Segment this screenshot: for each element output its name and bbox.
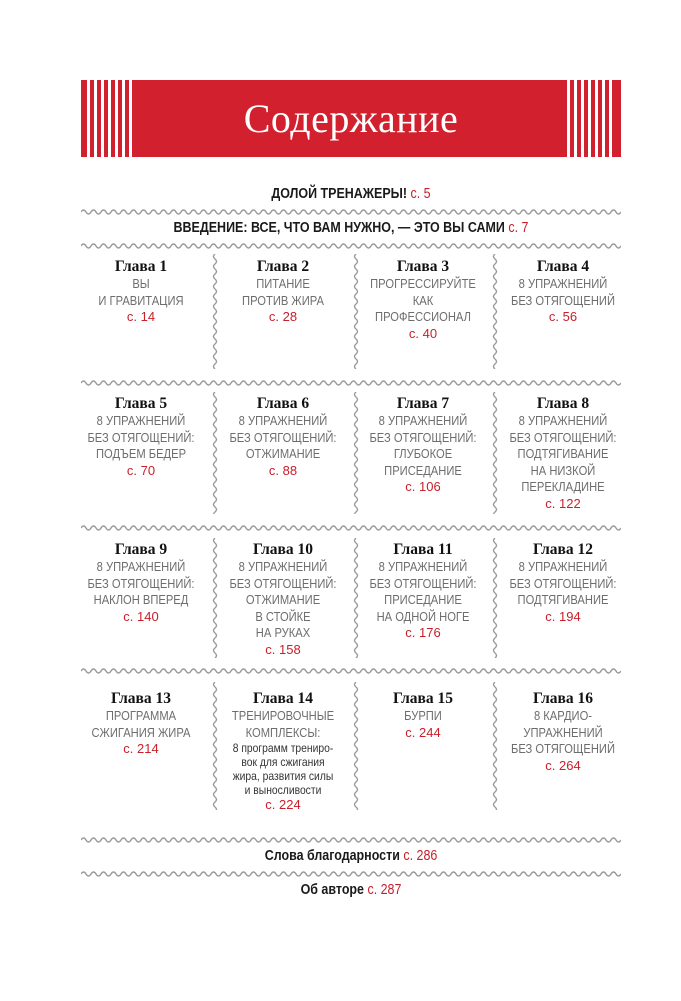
page-number: с. 14 (126, 309, 156, 324)
page-number: с. 214 (123, 741, 159, 756)
chapter-heading: Глава 7 (396, 395, 450, 412)
chapter-heading: Глава 15 (392, 690, 454, 707)
chapter-title: ВЫ И ГРАВИТАЦИЯ (98, 276, 184, 308)
chapter-14[interactable] (214, 690, 352, 814)
page-number: с. 176 (405, 625, 441, 640)
chapter-heading: Глава 12 (532, 541, 594, 558)
wavy-divider (81, 241, 621, 251)
chapter-title: 8 КАРДИО- УПРАЖНЕНИЙ БЕЗ ОТЯГОЩЕНИЙ (511, 708, 615, 756)
chapter-title: 8 УПРАЖНЕНИЙ БЕЗ ОТЯГОЩЕНИЙ: НАКЛОН ВПЕРЕД (87, 559, 195, 607)
about-author-entry[interactable] (119, 882, 583, 898)
title-banner (81, 80, 621, 157)
chapter-heading: Глава 1 (114, 258, 168, 275)
chapter-title: 8 УПРАЖНЕНИЙ БЕЗ ОТЯГОЩЕНИЙ: ПОДТЯГИВАНИЕ (509, 559, 617, 607)
chapter-title: ТРЕНИРОВОЧНЫЕ КОМПЛЕКСЫ: (231, 708, 335, 740)
wavy-divider (81, 666, 621, 676)
chapter-1[interactable] (72, 258, 210, 326)
chapter-10[interactable] (214, 541, 352, 658)
chapter-title: 8 УПРАЖНЕНИЙ БЕЗ ОТЯГОЩЕНИЙ: ОТЖИМАНИЕ (229, 413, 337, 461)
chapter-title: 8 УПРАЖНЕНИЙ БЕЗ ОТЯГОЩЕНИЙ: ПОДТЯГИВАНИЕ НА НИЗКОЙ ПЕРЕКЛАДИНЕ (509, 413, 617, 494)
intro-entry-1[interactable] (119, 186, 583, 202)
chapter-heading: Глава 4 (536, 258, 590, 275)
chapter-heading: Глава 14 (252, 690, 314, 707)
chapter-title: ПРОГРЕССИРУЙТЕ КАК ПРОФЕССИОНАЛ (370, 276, 476, 324)
page-number: с. 106 (405, 479, 441, 494)
page-number: с. 286 (403, 848, 438, 864)
chapter-title: 8 УПРАЖНЕНИЙ БЕЗ ОТЯГОЩЕНИЙ (511, 276, 615, 308)
acknowledgements-entry[interactable] (119, 848, 583, 864)
page-number: с. 244 (405, 724, 441, 740)
chapter-9[interactable] (72, 541, 210, 625)
page-number: с. 5 (410, 186, 431, 202)
chapter-heading: Глава 13 (110, 690, 172, 707)
page-number: с. 122 (545, 495, 581, 511)
entry-label: ДОЛОЙ ТРЕНАЖЕРЫ! (271, 186, 408, 202)
entry-label: Об авторе (300, 882, 364, 898)
page-number: с. 56 (548, 309, 578, 324)
chapter-16[interactable] (494, 690, 632, 774)
chapter-title: ПРОГРАММА СЖИГАНИЯ ЖИРА (91, 708, 191, 740)
chapter-12[interactable] (494, 541, 632, 625)
chapter-5[interactable] (72, 395, 210, 479)
chapter-heading: Глава 3 (396, 258, 450, 275)
entry-label: ВВЕДЕНИЕ: ВСЕ, ЧТО ВАМ НУЖНО, — ЭТО ВЫ САМИ (173, 220, 505, 236)
chapter-13[interactable] (72, 690, 210, 758)
chapter-heading: Глава 5 (114, 395, 168, 412)
chapter-15[interactable] (354, 690, 492, 741)
wavy-divider (81, 835, 621, 845)
chapter-heading: Глава 6 (256, 395, 310, 412)
page-number: с. 158 (265, 641, 301, 657)
chapter-subtitle: 8 программ трениро- вок для сжигания жира, развития силы и выносливости (232, 741, 334, 797)
chapter-4[interactable] (494, 258, 632, 326)
chapter-3[interactable] (354, 258, 492, 342)
page-number: с. 194 (545, 608, 581, 624)
chapter-title: 8 УПРАЖНЕНИЙ БЕЗ ОТЯГОЩЕНИЙ: ПРИСЕДАНИЕ НА ОДНОЙ НОГЕ (369, 559, 477, 624)
chapter-heading: Глава 2 (256, 258, 310, 275)
chapter-title: БУРПИ (404, 708, 442, 723)
chapter-heading: Глава 16 (532, 690, 594, 707)
intro-entry-2[interactable] (119, 220, 583, 236)
page-number: с. 224 (265, 797, 301, 812)
entry-label: Слова благодарности (264, 848, 400, 864)
wavy-divider (81, 207, 621, 217)
chapter-heading: Глава 9 (114, 541, 168, 558)
chapter-title: ПИТАНИЕ ПРОТИВ ЖИРА (242, 276, 324, 308)
page-number: с. 70 (126, 462, 156, 478)
page-title: Содержание (243, 96, 459, 141)
page-number: с. 140 (123, 608, 159, 624)
page-number: с. 7 (508, 220, 529, 236)
wavy-divider (81, 869, 621, 879)
page-number: с. 264 (545, 757, 581, 773)
chapter-11[interactable] (354, 541, 492, 642)
chapter-8[interactable] (494, 395, 632, 512)
wavy-divider (81, 523, 621, 533)
chapter-title: 8 УПРАЖНЕНИЙ БЕЗ ОТЯГОЩЕНИЙ: ГЛУБОКОЕ ПРИСЕДАНИЕ (369, 413, 477, 478)
page-number: с. 40 (408, 325, 438, 341)
chapter-title: 8 УПРАЖНЕНИЙ БЕЗ ОТЯГОЩЕНИЙ: ОТЖИМАНИЕ В СТОЙКЕ НА РУКАХ (229, 559, 337, 640)
chapter-6[interactable] (214, 395, 352, 479)
page-number: с. 287 (367, 882, 402, 898)
chapter-heading: Глава 10 (252, 541, 314, 558)
page-number: с. 28 (268, 309, 298, 324)
page-number: с. 88 (268, 462, 298, 478)
chapter-heading: Глава 8 (536, 395, 590, 412)
chapter-7[interactable] (354, 395, 492, 496)
chapter-2[interactable] (214, 258, 352, 326)
chapter-title: 8 УПРАЖНЕНИЙ БЕЗ ОТЯГОЩЕНИЙ: ПОДЪЕМ БЕДЕР (87, 413, 195, 461)
chapter-heading: Глава 11 (393, 541, 453, 558)
wavy-divider (81, 378, 621, 388)
